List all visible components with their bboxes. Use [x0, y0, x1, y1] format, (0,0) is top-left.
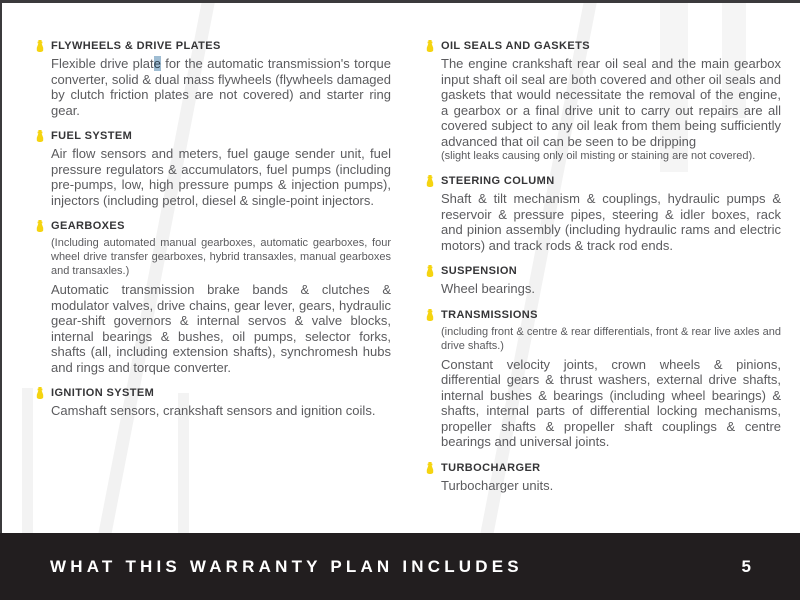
section-turbocharger: [425, 462, 781, 494]
section-transmissions: [425, 309, 781, 450]
section-suspension: [425, 265, 781, 297]
section-body: Camshaft sensors, crankshaft sensors and ignition coils.: [51, 403, 376, 418]
section-heading: SUSPENSION: [441, 265, 518, 277]
spark-plug-icon: [35, 40, 45, 52]
section-heading: IGNITION SYSTEM: [51, 387, 155, 399]
spark-plug-icon: [425, 309, 435, 321]
page-border-left: [0, 0, 2, 533]
spark-plug-icon: [425, 265, 435, 277]
section-fuel-system: [35, 130, 391, 208]
spark-plug-icon: [425, 462, 435, 474]
section-note: (Including automated manual gearboxes, automatic gearboxes, four wheel drive transfer gearboxes, hybrid transaxles, manual gearboxes and transaxles.): [51, 237, 391, 277]
section-flywheels: [35, 40, 391, 118]
section-gearboxes: [35, 220, 391, 375]
section-note: (including front & centre & rear differentials, front & rear live axles and drive shafts.): [441, 325, 781, 352]
section-steering-column: [425, 175, 781, 253]
spark-plug-icon: [35, 220, 45, 232]
footer-bar: [0, 533, 800, 600]
footer-title: WHAT THIS WARRANTY PLAN INCLUDES: [50, 556, 523, 576]
spark-plug-icon: [425, 40, 435, 52]
body-text: for the automatic transmission's torque converter, solid & dual mass flywheels (flywheels damaged by clutch friction plates are not covered) and starter ring gear.: [51, 56, 391, 118]
section-heading: TRANSMISSIONS: [441, 308, 538, 321]
section-body: The engine crankshaft rear oil seal and the main gearbox input shaft oil seal are both covered and other oil seals and gaskets that would necessitate the removal of the engine, a gearbox or a final drive unit to carry out repairs are all covered subject to any oil leak from them being sufficiently advanced that oil can be seen to be dripping: [441, 56, 781, 149]
background-watermark-stripe: [22, 388, 33, 533]
spark-plug-icon: [425, 175, 435, 187]
body-text: Flexible drive plat: [51, 56, 154, 71]
section-heading: OIL SEALS AND GASKETS: [441, 40, 590, 52]
spark-plug-icon: [35, 130, 45, 142]
spark-plug-icon: [35, 387, 45, 399]
section-heading: FUEL SYSTEM: [51, 130, 133, 142]
page-number: 5: [741, 556, 752, 576]
section-body: Shaft & tilt mechanism & couplings, hydraulic pumps & reservoir & pressure pipes, steering & idler boxes, rack and pinion assembly (including hydraulic rams and electric motors) and track rods & track rod ends.: [441, 191, 781, 253]
section-heading: STEERING COLUMN: [441, 175, 555, 187]
section-body: Air flow sensors and meters, fuel gauge sender unit, fuel pressure regulators & accumulators, fuel pumps (including pre-pumps, low, high pressure pumps & injection pumps), injectors (including petrol, diesel & single-point injectors.: [51, 146, 391, 208]
right-column: [425, 40, 781, 505]
section-ignition-system: [35, 387, 391, 419]
section-heading: FLYWHEELS & DRIVE PLATES: [51, 40, 221, 52]
page-border-top: [0, 0, 800, 3]
section-heading: TURBOCHARGER: [441, 461, 541, 474]
section-oil-seals: [425, 40, 781, 163]
section-body: Turbocharger units.: [441, 477, 554, 493]
section-body: Automatic transmission brake bands & clutches & modulator valves, drive chains, gear lever, gears, hydraulic gear-shift governors & internal servos & valve blocks, internal bearings & bushes, oil pumps, selector forks, shafts (all, including extension shafts), synchromesh hubs and rings and torque converter.: [51, 282, 391, 375]
section-body: Wheel bearings.: [441, 281, 535, 296]
text-cursor-selection: e: [153, 56, 161, 71]
section-body: Constant velocity joints, crown wheels & pinions, differential gears & thrust washers, external drive shafts, internal bushes & bearings (including wheel bearings) & shafts, internal parts of differential locking mechanisms, propeller shafts & propeller shaft couplings & centre bearings and universal joints.: [441, 356, 781, 449]
section-note: (slight leaks causing only oil misting or staining are not covered).: [441, 150, 756, 162]
section-body: [51, 56, 391, 118]
left-column: [35, 40, 391, 431]
section-heading: GEARBOXES: [51, 220, 125, 232]
